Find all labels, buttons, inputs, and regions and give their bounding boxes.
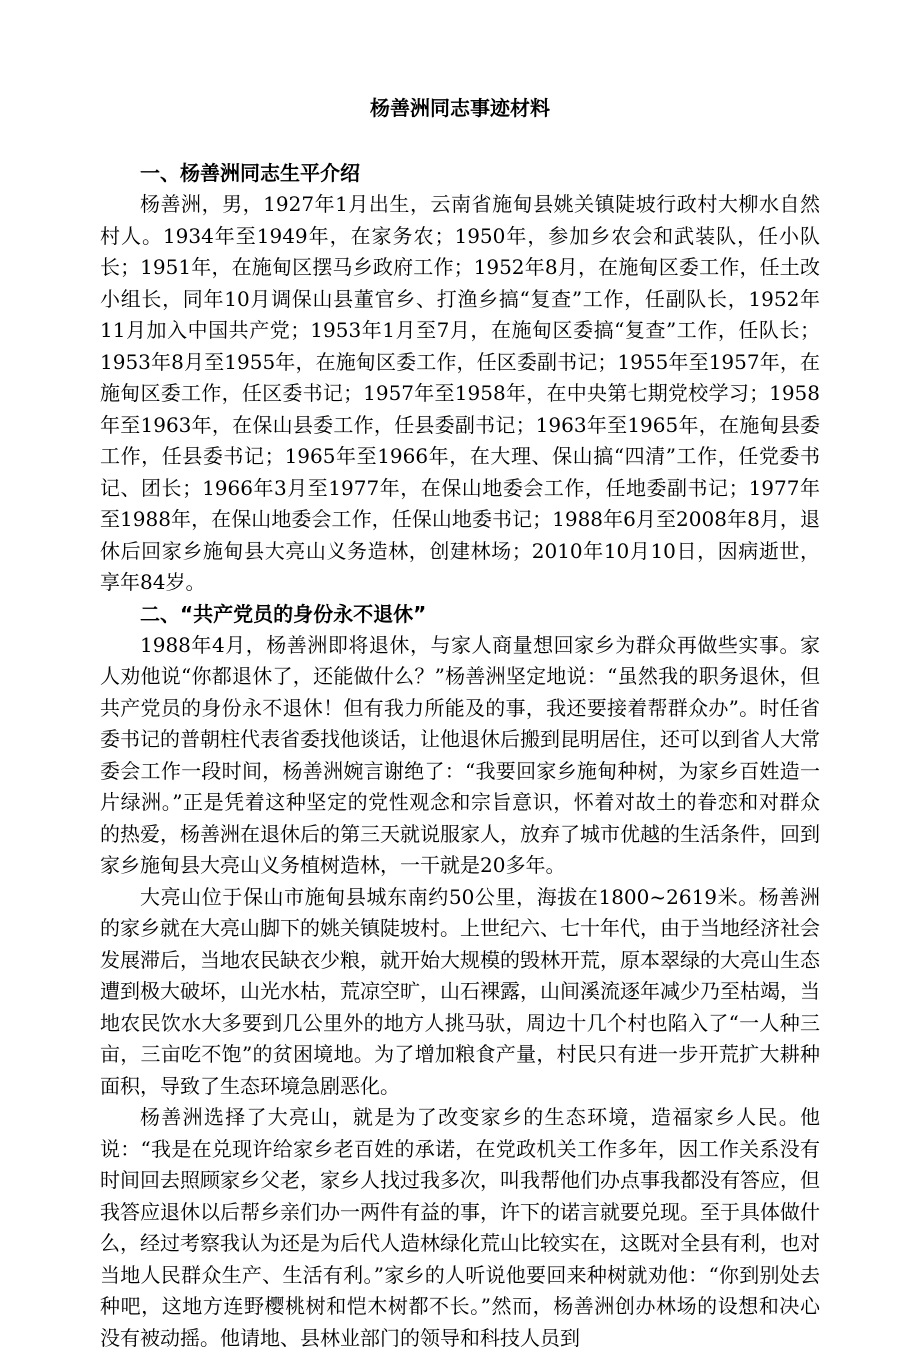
section-never-retire bbox=[100, 599, 820, 1354]
paragraph: 杨善洲选择了大亮山，就是为了改变家乡的生态环境，造福家乡人民。他说：“我是在兑现许给家乡老百姓的承诺，在党政机关工作多年，因工作关系没有时间回去照顾家乡父老，家乡人找过我多次，叫我帮他们办点事我都没有答应，但我答应退休以后帮乡亲们办一两件有益的事，许下的诺言就要兑现。至于具体做什么，经过考察我认为还是为后代人造林绿化荒山比较实在，这既对全县有利，也对当地人民群众生产、生活有利。”家乡的人听说他要回来种树就劝他：“你到别处去种吧，这地方连野樱桃树和恺木树都不长。”然而，杨善洲创办林场的设想和决心没有被动摇。他请地、县林业部门的领导和科技人员到 bbox=[100, 1102, 820, 1354]
paragraph: 杨善洲，男，1927年1月出生，云南省施甸县姚关镇陡坡行政村大柳水自然村人。1934年至1949年，在家务农；1950年，参加乡农会和武装队，任小队长；1951年，在施甸区摆马乡政府工作；1952年8月，在施甸区委工作，任土改小组长，同年10月调保山县董官乡、打渔乡搞“复查”工作，任副队长，1952年11月加入中国共产党；1953年1月至7月，在施甸区委搞“复查”工作，任队长；1953年8月至1955年，在施甸区委工作，任区委副书记；1955年至1957年，在施甸区委工作，任区委书记；1957年至1958年，在中央第七期党校学习；1958年至1963年，在保山县委工作，任县委副书记；1963年至1965年，在施甸县委工作，任县委书记；1965年至1966年，在大理、保山搞“四清”工作，任党委书记、团长；1966年3月至1977年，在保山地委会工作，任地委副书记；1977年至1988年，在保山地委会工作，任保山地委书记；1988年6月至2008年8月，退休后回家乡施甸县大亮山义务造林，创建林场；2010年10月10日，因病逝世，享年84岁。 bbox=[100, 189, 820, 599]
section-biography bbox=[100, 158, 820, 599]
section-heading: 一、杨善洲同志生平介绍 bbox=[100, 158, 820, 189]
paragraph: 大亮山位于保山市施甸县城东南约50公里，海拔在1800~2619米。杨善洲的家乡就在大亮山脚下的姚关镇陡坡村。上世纪六、七十年代，由于当地经济社会发展滞后，当地农民缺衣少粮，就开始大规模的毁林开荒，原本翠绿的大亮山生态遭到极大破坏，山光水枯，荒凉空旷，山石裸露，山间溪流逐年减少乃至枯竭，当地农民饮水大多要到几公里外的地方人挑马驮，周边十几个村也陷入了“一人种三亩，三亩吃不饱”的贫困境地。为了增加粮食产量，村民只有进一步开荒扩大耕种面积，导致了生态环境急剧恶化。 bbox=[100, 882, 820, 1103]
paragraph: 1988年4月，杨善洲即将退休，与家人商量想回家乡为群众再做些实事。家人劝他说“你都退休了，还能做什么？”杨善洲坚定地说：“虽然我的职务退休，但共产党员的身份永不退休！但有我力所能及的事，我还要接着帮群众办”。时任省委书记的普朝柱代表省委找他谈话，让他退休后搬到昆明居住，还可以到省人大常委会工作一段时间，杨善洲婉言谢绝了：“我要回家乡施甸种树，为家乡百姓造一片绿洲。”正是凭着这种坚定的党性观念和宗旨意识，怀着对故土的眷恋和对群众的热爱，杨善洲在退休后的第三天就说服家人，放弃了城市优越的生活条件，回到家乡施甸县大亮山义务植树造林，一干就是20多年。 bbox=[100, 630, 820, 882]
document-title: 杨善洲同志事迹材料 bbox=[100, 94, 820, 122]
section-heading: 二、“共产党员的身份永不退休” bbox=[100, 599, 820, 630]
